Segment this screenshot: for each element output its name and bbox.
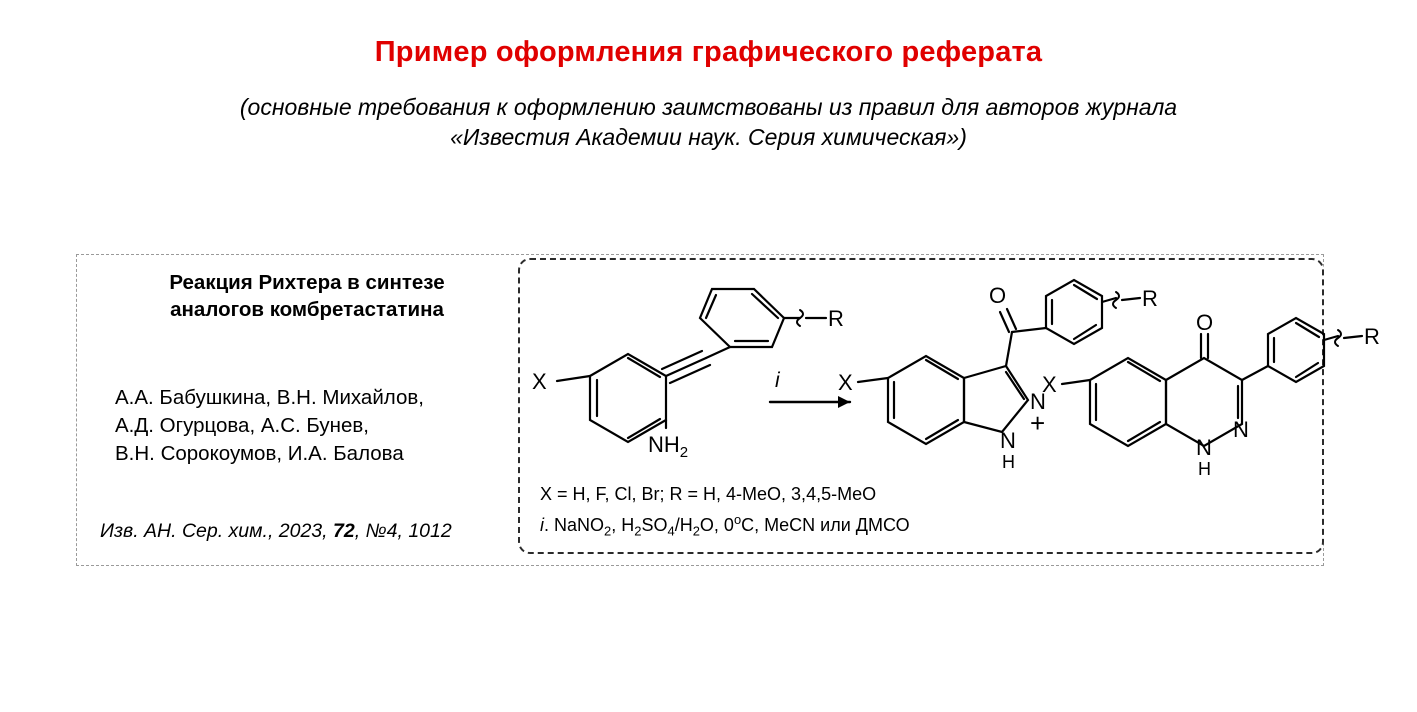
label-start-NH2: $NH_2$ (648, 432, 689, 461)
conditions-sub2: 2 (634, 523, 642, 539)
article-title-line1: Реакция Рихтера в синтезе (169, 271, 445, 294)
authors-line-2: А.Д. Огурцова, А.С. Бунев, (115, 414, 369, 437)
conditions-mid2: SO (641, 515, 668, 535)
authors-line-1: А.А. Бабушкина, В.Н. Михайлов, (115, 386, 424, 409)
conditions-tail: C, MeCN или ДМСО (741, 515, 910, 535)
label-prod1-O: O (989, 283, 1007, 308)
citation-part-1: Изв. АН. Сер. хим., 2023, (100, 520, 333, 542)
label-start-R: R (828, 306, 844, 331)
conditions-line (540, 512, 910, 539)
label-prod1-R: R (1142, 286, 1158, 311)
label-start-X: X (532, 369, 547, 394)
article-title-line2: аналогов комбретастатина (170, 298, 444, 321)
conditions-rest: . NaNO (544, 515, 605, 535)
conditions-label: i (540, 515, 544, 535)
page-title: Пример оформления графического реферата (374, 36, 1043, 68)
label-prod1-NH-N: N (1000, 428, 1016, 453)
label-prod1-NH-H: H (1002, 452, 1015, 472)
conditions-sub3: 4 (667, 523, 675, 539)
citation-volume: 72 (333, 520, 355, 542)
plus-sign: + (1030, 408, 1046, 438)
conditions-sub1: 2 (604, 523, 612, 539)
label-prod1-X: X (838, 370, 853, 395)
conditions-mid4: O, 0 (699, 515, 734, 535)
label-prod2-H: H (1198, 459, 1211, 479)
citation-part-2: , №4, 1012 (354, 520, 452, 542)
label-prod2-N1: N (1196, 435, 1212, 460)
conditions-sub4: 2 (692, 523, 700, 539)
page-subtitle-line2: «Известия Академии наук. Серия химическая») (450, 124, 967, 150)
page-subtitle-line1: (основные требования к оформлению заимствованы из правил для авторов журнала (239, 94, 1178, 120)
label-prod2-O: O (1196, 310, 1214, 335)
label-prod2-N2: N (1233, 417, 1249, 442)
authors-line-3: В.Н. Сорокоумов, И.А. Балова (115, 442, 404, 465)
arrow-reagent-label: i (775, 369, 780, 392)
substituents-line: X = H, F, Cl, Br; R = H, 4-MeO, 3,4,5-MeO (540, 484, 877, 504)
conditions-sup: o (733, 512, 742, 527)
label-prod2-X: X (1042, 372, 1057, 397)
label-prod2-R: R (1364, 324, 1380, 349)
conditions-mid3: /H (674, 515, 693, 535)
conditions-mid: , H (611, 515, 635, 535)
label-prod1-N: N (1030, 389, 1046, 414)
